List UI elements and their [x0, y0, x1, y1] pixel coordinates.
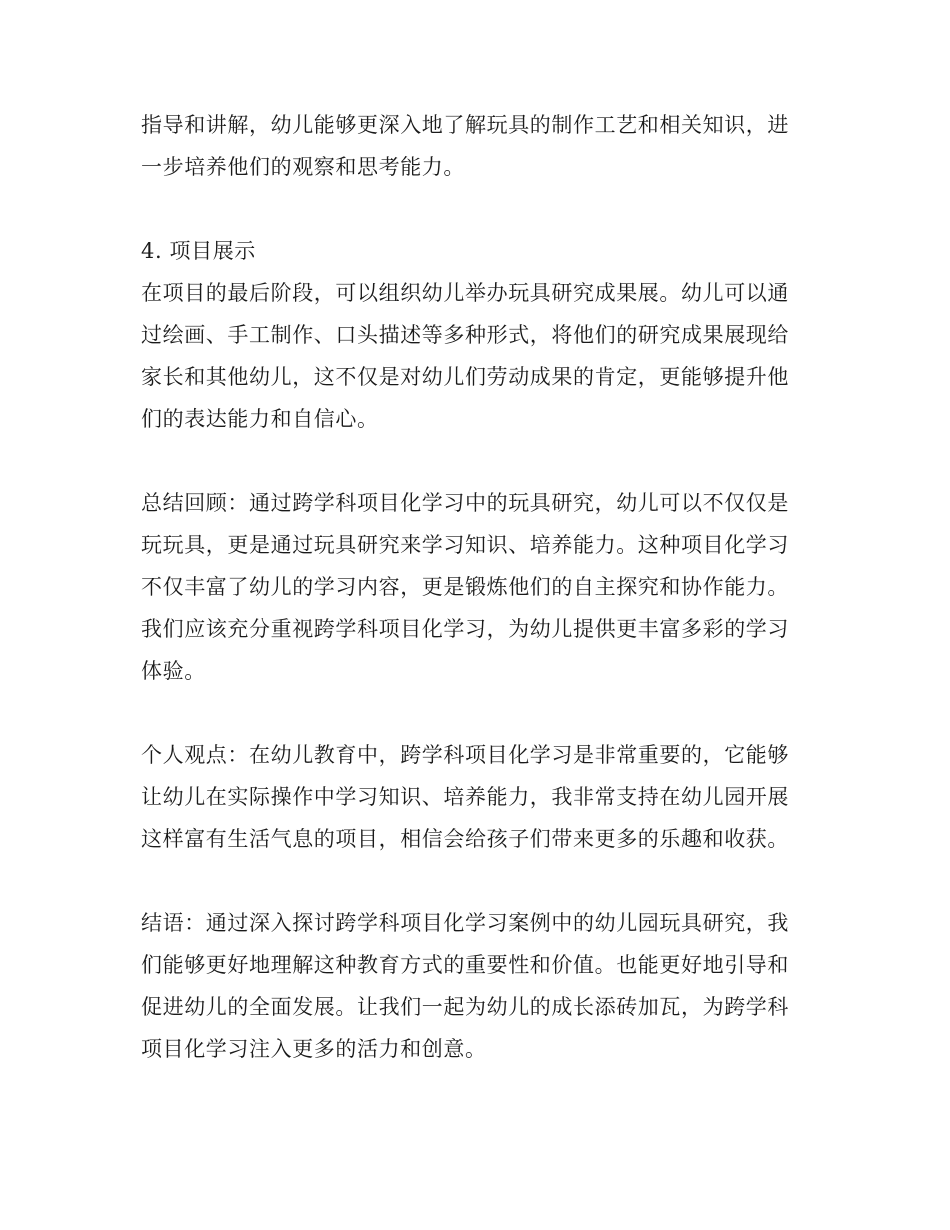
section-heading-project-display: 4. 项目展示	[141, 239, 256, 263]
text-line: 结语：通过深入探讨跨学科项目化学习案例中的幼儿园玩具研究，我	[141, 911, 789, 935]
text-line: 不仅丰富了幼儿的学习内容，更是锻炼他们的自主探究和协作能力。	[141, 575, 789, 599]
text-line: 让幼儿在实际操作中学习知识、培养能力，我非常支持在幼儿园开展	[141, 785, 789, 809]
text-line: 体验。	[141, 659, 206, 683]
paragraph-gap	[141, 860, 793, 902]
text-line: 在项目的最后阶段，可以组织幼儿举办玩具研究成果展。幼儿可以通	[141, 281, 789, 305]
text-line: 家长和其他幼儿，这不仅是对幼儿们劳动成果的肯定，更能够提升他	[141, 365, 789, 389]
text-line: 这样富有生活气息的项目，相信会给孩子们带来更多的乐趣和收获。	[141, 827, 789, 851]
continuation-paragraph	[141, 104, 793, 188]
paragraph-gap	[141, 440, 793, 482]
text-line: 们的表达能力和自信心。	[141, 407, 379, 431]
paragraph-gap	[141, 692, 793, 734]
opinion-paragraph	[141, 734, 793, 860]
text-line: 过绘画、手工制作、口头描述等多种形式，将他们的研究成果展现给	[141, 323, 789, 347]
paragraph-gap	[141, 188, 793, 230]
text-line: 促进幼儿的全面发展。让我们一起为幼儿的成长添砖加瓦，为跨学科	[141, 995, 789, 1019]
conclusion-paragraph	[141, 902, 793, 1070]
text-line: 我们应该充分重视跨学科项目化学习，为幼儿提供更丰富多彩的学习	[141, 617, 789, 641]
text-line: 指导和讲解，幼儿能够更深入地了解玩具的制作工艺和相关知识，进	[141, 113, 789, 137]
text-line: 一步培养他们的观察和思考能力。	[141, 155, 465, 179]
project-display-paragraph	[141, 272, 793, 440]
text-line: 们能够更好地理解这种教育方式的重要性和价值。也能更好地引导和	[141, 953, 789, 977]
text-line: 玩玩具，更是通过玩具研究来学习知识、培养能力。这种项目化学习	[141, 533, 789, 557]
text-line: 总结回顾：通过跨学科项目化学习中的玩具研究，幼儿可以不仅仅是	[141, 491, 789, 515]
document-body	[141, 104, 793, 1070]
text-line: 个人观点：在幼儿教育中，跨学科项目化学习是非常重要的，它能够	[141, 743, 789, 767]
summary-paragraph	[141, 482, 793, 692]
text-line: 项目化学习注入更多的活力和创意。	[141, 1037, 487, 1061]
